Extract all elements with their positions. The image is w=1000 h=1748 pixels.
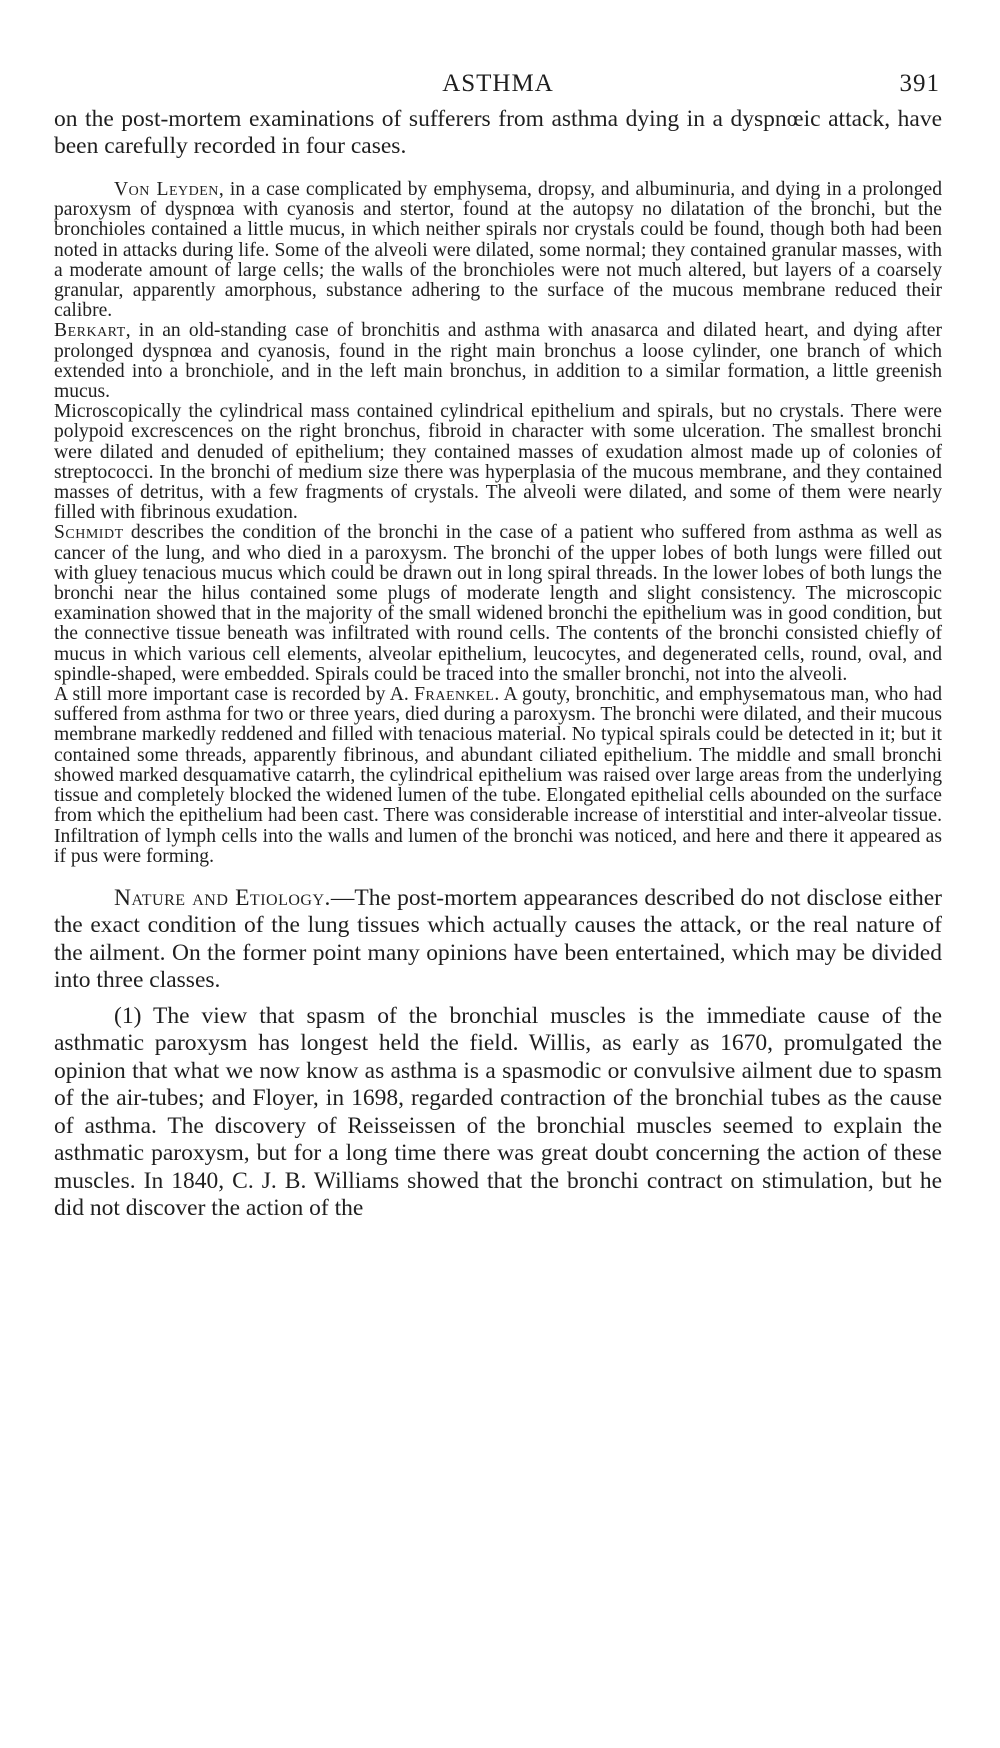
author-name: Schmidt	[54, 522, 124, 544]
section-paragraph-2: (1) The view that spasm of the bronchial muscles is the immediate cause of the asthmatic paroxysm has longest held the field. Willis, as early as 1670, promulgated the opinion that what we now know as asthma is a spasmodic or convulsive ailment due to spasm of the air-tubes; and Floyer, in 1698, regarded contraction of the bronchial tubes as the cause of asthma. The discovery of Reisseissen of the bronchial muscles seemed to explain the asthmatic paroxysm, but for a long time there was great doubt concerning the action of these muscles. In 1840, C. J. B. Williams showed that the bronchi contract on stimulation, but he did not discover the action of the	[54, 1002, 942, 1222]
running-head	[54, 66, 942, 106]
running-title: ASTHMA	[442, 70, 554, 97]
intro-paragraph: on the post-mortem examinations of sufferers from asthma dying in a dyspnœic attack, have been carefully recorded in four cases.	[54, 106, 942, 159]
section-text: —The post-mortem appearances described do not disclose either the exact condition of the lung tissues which actually causes the attack, or the real nature of the ailment. On the former point many opinions have been entertained, which may be divided into three classes.	[54, 884, 942, 994]
author-name: Von Leyden	[114, 179, 219, 200]
case-text: . A gouty, bronchitic, and emphysematous man, who had suffered from asthma for two or three years, died during a paroxysm. The bronchi were dilated, and their mucous membrane markedly reddened and filled with tenacious material. No typical spirals could be detected in it; but it contained some threads, apparently fibrinous, and abundant ciliated epithelium. The middle and small bronchi showed marked desquamative catarrh, the cylindrical epithelium was raised over large areas from the underlying tissue and completely blocked the widened lumen of the tube. Elongated epithelial cells abounded on the surface from which the epithelium had been cast. There was considerable increase of interstitial and inter-alveolar tissue. Infiltration of lymph cells into the walls and lumen of the bronchi was noticed, and here and there it appeared as if pus were forming.	[54, 684, 943, 867]
case-pre: A still more important case is recorded by A.	[54, 684, 415, 706]
section-paragraph-1	[54, 885, 942, 995]
case-text: , in a case complicated by emphysema, dropsy, and albuminuria, and dying in a prolonged paroxysm of dyspnœa with cyanosis and stertor, found at the autopsy no dilatation of the bronchi, but the bronchioles contained a little mucus, in which neither spirals nor crystals could be found, though both had been noted in attacks during life. Some of the alveoli were dilated, some normal; they contained granular masses, with a moderate amount of large cells; the walls of the bronchioles were not much altered, but layers of a coarsely granular, apparently amorphous, substance adhering to the surface of the mucous membrane reduced their calibre.	[54, 179, 942, 322]
case-berkart	[54, 321, 942, 402]
section-heading: Nature and Etiology.	[114, 884, 331, 911]
case-text: , in an old-standing case of bronchitis and asthma with anasarca and dilated heart, and dying after prolonged dyspnœa and cyanosis, found in the right main bronchus a loose cylinder, one branch of which extended into a bronchiole, and in the left main bronchus, in addition to a similar formation, a little greenish mucus.	[54, 320, 942, 403]
case-von-leyden	[54, 180, 942, 321]
page-number: 391	[899, 70, 940, 97]
case-text: describes the condition of the bronchi in the case of a patient who suffered from asthma as well as cancer of the lung, and who died in a paroxysm. The bronchi of the upper lobes of both lungs were filled out with gluey tenacious mucus which could be drawn out in long spiral threads. In the lower lobes of both lungs the bronchi near the hilus contained some plugs of moderate length and slight consistency. The microscopic examination showed that in the majority of the small widened bronchi the epithelium was in good condition, but the connective tissue beneath was infiltrated with round cells. The contents of the bronchi consisted chiefly of mucus in which various cell elements, alveolar epithelium, leucocytes, and degenerated cells, round, oval, and spindle-shaped, were embedded. Spirals could be traced into the smaller bronchi, not into the alveoli.	[54, 522, 942, 685]
case-fraenkel	[54, 685, 942, 867]
nature-etiology-section	[54, 885, 942, 1223]
author-name: Berkart	[54, 320, 126, 342]
case-reports	[54, 180, 942, 867]
book-page	[54, 66, 942, 1223]
author-name: Fraenkel	[414, 684, 495, 706]
case-schmidt	[54, 523, 942, 685]
case-berkart-microscopy: Microscopically the cylindrical mass contained cylindrical epithelium and spirals, but no crystals. There were polypoid excrescences on the right bronchus, fibroid in character with some ulceration. The smallest bronchi were dilated and denuded of epithelium; they contained masses of exudation almost made up of colonies of streptococci. In the bronchi of medium size there was hyperplasia of the mucous membrane, and they contained masses of detritus, with a few fragments of crystals. The alveoli were dilated, and some of them were nearly filled with fibrinous exudation.	[54, 401, 942, 524]
